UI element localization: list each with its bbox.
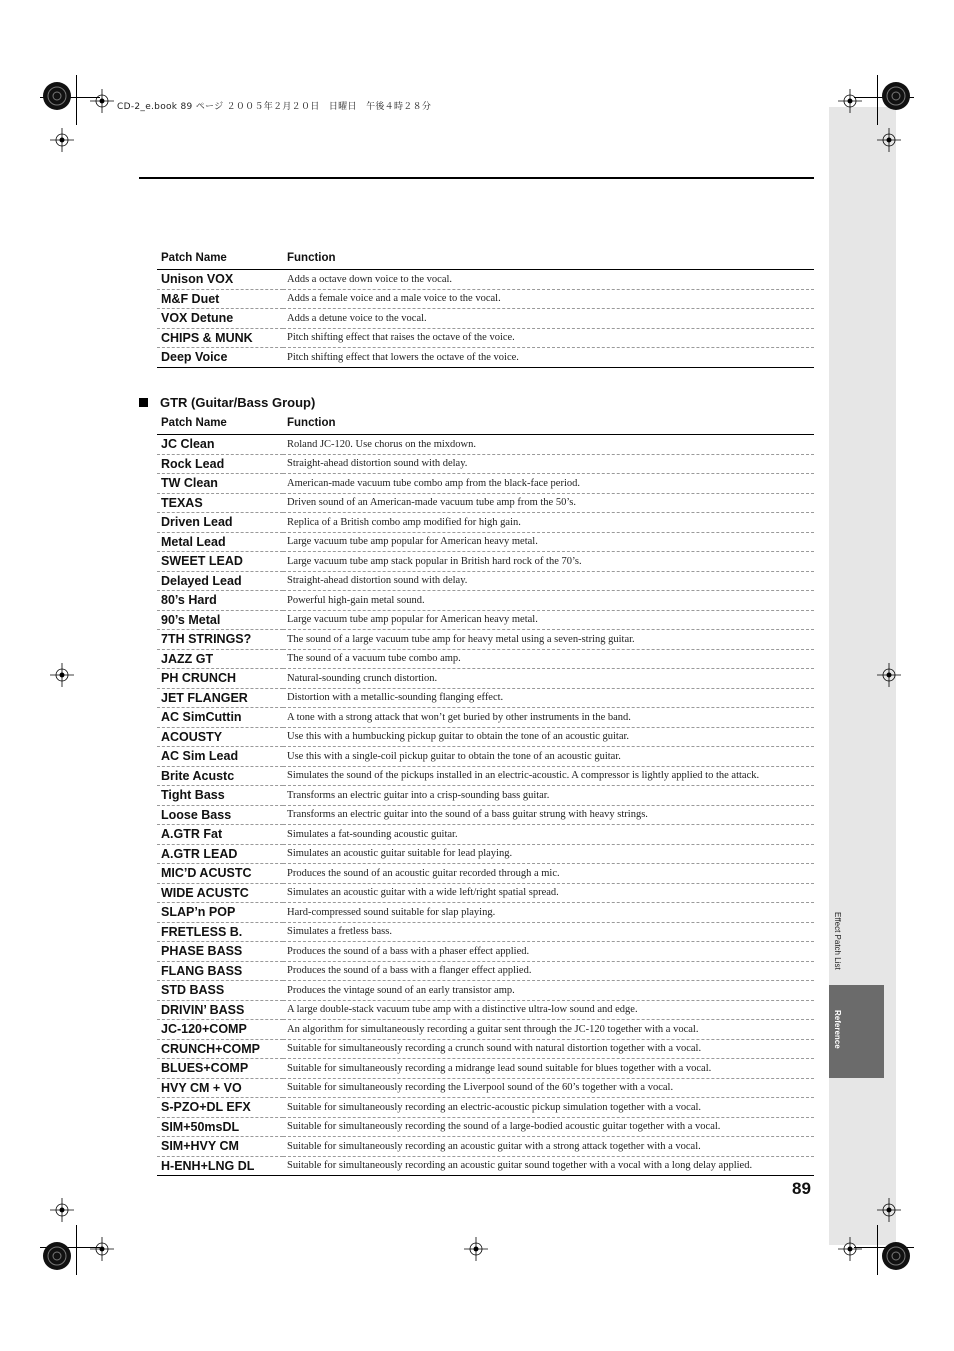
patch-name-cell: M&F Duet <box>157 289 283 309</box>
table-row <box>157 610 814 630</box>
table-row <box>157 649 814 669</box>
function-cell: Suitable for simultaneously recording the Liverpool sound of the 60’s together with a vocal. <box>283 1078 814 1098</box>
table-row <box>157 1117 814 1137</box>
table-row <box>157 1020 814 1040</box>
function-cell: Pitch shifting effect that lowers the octave of the voice. <box>283 348 814 368</box>
function-cell: Use this with a humbucking pickup guitar to obtain the tone of an acoustic guitar. <box>283 727 814 747</box>
crop-line <box>877 1225 878 1275</box>
crop-line <box>76 75 77 125</box>
table-row <box>157 474 814 494</box>
patch-name-cell: Tight Bass <box>157 786 283 806</box>
patch-name-cell: 80’s Hard <box>157 591 283 611</box>
patch-name-cell: TW Clean <box>157 474 283 494</box>
function-cell: Large vacuum tube amp popular for American heavy metal. <box>283 610 814 630</box>
registration-mark-icon <box>877 1198 901 1222</box>
function-cell: An algorithm for simultaneously recording a guitar sent through the JC-120 together with a vocal. <box>283 1020 814 1040</box>
function-cell: Adds a female voice and a male voice to the vocal. <box>283 289 814 309</box>
patch-name-cell: SIM+50msDL <box>157 1117 283 1137</box>
function-cell: Pitch shifting effect that raises the octave of the voice. <box>283 328 814 348</box>
registration-sun-icon <box>42 81 72 111</box>
table-row <box>157 552 814 572</box>
table-header-row <box>157 412 814 435</box>
patch-name-cell: Delayed Lead <box>157 571 283 591</box>
patch-name-cell: A.GTR Fat <box>157 825 283 845</box>
function-cell: Suitable for simultaneously recording an electric-acoustic pickup simulation together with a vocal. <box>283 1098 814 1118</box>
function-cell: Straight-ahead distortion sound with delay. <box>283 571 814 591</box>
patch-name-cell: FLANG BASS <box>157 961 283 981</box>
function-cell: American-made vacuum tube combo amp from the black-face period. <box>283 474 814 494</box>
patch-name-cell: AC SimCuttin <box>157 708 283 728</box>
function-cell: Use this with a single-coil pickup guitar to obtain the tone of an acoustic guitar. <box>283 747 814 767</box>
crop-line <box>76 1225 77 1275</box>
table-row <box>157 1000 814 1020</box>
function-cell: Transforms an electric guitar into the sound of a bass guitar strung with heavy strings. <box>283 805 814 825</box>
table-row <box>157 864 814 884</box>
column-header-patch-name: Patch Name <box>161 252 227 264</box>
table-row <box>157 493 814 513</box>
patch-name-cell: 7TH STRINGS? <box>157 630 283 650</box>
function-cell: Suitable for simultaneously recording an acoustic guitar with a strong attack together with a vocal. <box>283 1137 814 1157</box>
patch-name-cell: Loose Bass <box>157 805 283 825</box>
table-row <box>157 309 814 329</box>
registration-sun-icon <box>881 81 911 111</box>
patch-name-cell: CRUNCH+COMP <box>157 1039 283 1059</box>
table-row <box>157 1137 814 1157</box>
patch-name-cell: JC Clean <box>157 435 283 455</box>
patch-name-cell: PHASE BASS <box>157 942 283 962</box>
table-row <box>157 571 814 591</box>
function-cell: Powerful high-gain metal sound. <box>283 591 814 611</box>
patch-name-cell: Metal Lead <box>157 532 283 552</box>
column-header-patch-name: Patch Name <box>161 417 227 429</box>
function-cell: Produces the sound of an acoustic guitar recorded through a mic. <box>283 864 814 884</box>
function-cell: Simulates the sound of the pickups installed in an electric-acoustic. A compressor is lightly applied to the attack. <box>283 766 814 786</box>
patch-name-cell: MIC’D ACUSTC <box>157 864 283 884</box>
function-cell: Natural-sounding crunch distortion. <box>283 669 814 689</box>
table-row <box>157 289 814 309</box>
table-row <box>157 903 814 923</box>
patch-name-cell: Driven Lead <box>157 513 283 533</box>
patch-name-cell: AC Sim Lead <box>157 747 283 767</box>
function-cell: Suitable for simultaneously recording the sound of a large-bodied acoustic guitar together with a vocal. <box>283 1117 814 1137</box>
section-side-label: Effect Patch List <box>833 912 842 970</box>
function-cell: A tone with a strong attack that won’t get buried by other instruments in the band. <box>283 708 814 728</box>
table-row <box>157 532 814 552</box>
table-row <box>157 1078 814 1098</box>
patch-name-cell: WIDE ACUSTC <box>157 883 283 903</box>
function-cell: Large vacuum tube amp popular for American heavy metal. <box>283 532 814 552</box>
function-cell: Produces the sound of a bass with a flanger effect applied. <box>283 961 814 981</box>
patch-name-cell: FRETLESS B. <box>157 922 283 942</box>
table-row <box>157 1156 814 1176</box>
patch-name-cell: DRIVIN’ BASS <box>157 1000 283 1020</box>
registration-mark-icon <box>90 89 114 113</box>
function-cell: Large vacuum tube amp stack popular in British hard rock of the 70’s. <box>283 552 814 572</box>
table-row <box>157 1039 814 1059</box>
table-row <box>157 591 814 611</box>
table-row <box>157 435 814 455</box>
function-cell: Simulates an acoustic guitar with a wide left/right spatial spread. <box>283 883 814 903</box>
square-bullet-icon <box>139 398 148 407</box>
table-row <box>157 348 814 368</box>
section-title <box>139 395 315 410</box>
function-cell: Produces the sound of a bass with a phaser effect applied. <box>283 942 814 962</box>
table-row <box>157 328 814 348</box>
patch-name-cell: 90’s Metal <box>157 610 283 630</box>
vocal-table-body <box>157 270 814 368</box>
function-cell: The sound of a large vacuum tube amp for heavy metal using a seven-string guitar. <box>283 630 814 650</box>
function-cell: Transforms an electric guitar into a crisp-sounding bass guitar. <box>283 786 814 806</box>
patch-name-cell: VOX Detune <box>157 309 283 329</box>
registration-mark-icon <box>877 128 901 152</box>
function-cell: Simulates a fat-sounding acoustic guitar. <box>283 825 814 845</box>
table-header-row <box>157 247 814 270</box>
table-row <box>157 454 814 474</box>
patch-name-cell: PH CRUNCH <box>157 669 283 689</box>
table-row <box>157 1098 814 1118</box>
patch-name-cell: HVY CM + VO <box>157 1078 283 1098</box>
vocal-patch-table <box>157 247 814 368</box>
patch-name-cell: BLUES+COMP <box>157 1059 283 1079</box>
reference-tab-label: Reference <box>833 1010 842 1049</box>
patch-name-cell: SLAP’n POP <box>157 903 283 923</box>
gtr-patch-table <box>157 412 814 1176</box>
patch-name-cell: ACOUSTY <box>157 727 283 747</box>
registration-mark-icon <box>90 1237 114 1261</box>
patch-name-cell: Brite Acustc <box>157 766 283 786</box>
function-cell: Driven sound of an American-made vacuum tube amp from the 50’s. <box>283 493 814 513</box>
registration-mark-icon <box>838 89 862 113</box>
function-cell: Simulates an acoustic guitar suitable for lead playing. <box>283 844 814 864</box>
patch-name-cell: SIM+HVY CM <box>157 1137 283 1157</box>
registration-sun-icon <box>42 1241 72 1271</box>
patch-name-cell: CHIPS & MUNK <box>157 328 283 348</box>
registration-mark-icon <box>838 1237 862 1261</box>
function-cell: Suitable for simultaneously recording a midrange lead sound suitable for blues together with a vocal. <box>283 1059 814 1079</box>
table-row <box>157 727 814 747</box>
top-rule <box>139 177 814 179</box>
registration-mark-icon <box>50 663 74 687</box>
function-cell: Replica of a British combo amp modified for high gain. <box>283 513 814 533</box>
patch-name-cell: TEXAS <box>157 493 283 513</box>
function-cell: Straight-ahead distortion sound with delay. <box>283 454 814 474</box>
patch-name-cell: S-PZO+DL EFX <box>157 1098 283 1118</box>
page-number: 89 <box>792 1179 811 1198</box>
patch-name-cell: Rock Lead <box>157 454 283 474</box>
function-cell: Roland JC-120. Use chorus on the mixdown. <box>283 435 814 455</box>
function-cell: The sound of a vacuum tube combo amp. <box>283 649 814 669</box>
table-row <box>157 981 814 1001</box>
patch-name-cell: SWEET LEAD <box>157 552 283 572</box>
function-cell: Produces the vintage sound of an early transistor amp. <box>283 981 814 1001</box>
table-row <box>157 747 814 767</box>
table-row <box>157 844 814 864</box>
table-row <box>157 630 814 650</box>
function-cell: Adds a detune voice to the vocal. <box>283 309 814 329</box>
patch-name-cell: JC-120+COMP <box>157 1020 283 1040</box>
table-row <box>157 708 814 728</box>
registration-mark-icon <box>877 663 901 687</box>
crop-line <box>877 75 878 125</box>
function-cell: Distortion with a metallic-sounding flanging effect. <box>283 688 814 708</box>
table-row <box>157 1059 814 1079</box>
table-row <box>157 805 814 825</box>
registration-mark-icon <box>50 1198 74 1222</box>
patch-name-cell: A.GTR LEAD <box>157 844 283 864</box>
table-row <box>157 766 814 786</box>
patch-name-cell: STD BASS <box>157 981 283 1001</box>
column-header-function: Function <box>287 252 336 264</box>
table-row <box>157 922 814 942</box>
patch-name-cell: JET FLANGER <box>157 688 283 708</box>
table-row <box>157 513 814 533</box>
table-row <box>157 883 814 903</box>
table-row <box>157 961 814 981</box>
function-cell: Adds a octave down voice to the vocal. <box>283 270 814 290</box>
patch-name-cell: Unison VOX <box>157 270 283 290</box>
patch-name-cell: JAZZ GT <box>157 649 283 669</box>
table-row <box>157 270 814 290</box>
function-cell: A large double-stack vacuum tube amp with a distinctive ultra-low sound and edge. <box>283 1000 814 1020</box>
table-row <box>157 669 814 689</box>
function-cell: Simulates a fretless bass. <box>283 922 814 942</box>
table-row <box>157 825 814 845</box>
function-cell: Suitable for simultaneously recording an acoustic guitar sound together with a vocal with a long delay applied. <box>283 1156 814 1176</box>
patch-name-cell: H-ENH+LNG DL <box>157 1156 283 1176</box>
section-title-text: GTR (Guitar/Bass Group) <box>160 395 316 410</box>
file-info-header: CD-2_e.book 89 ページ ２００５年２月２０日 日曜日 午後４時２８分 <box>117 102 432 112</box>
function-cell: Hard-compressed sound suitable for slap playing. <box>283 903 814 923</box>
registration-sun-icon <box>881 1241 911 1271</box>
table-row <box>157 786 814 806</box>
patch-name-cell: Deep Voice <box>157 348 283 368</box>
column-header-function: Function <box>287 417 336 429</box>
registration-mark-icon <box>464 1237 488 1261</box>
function-cell: Suitable for simultaneously recording a crunch sound with natural distortion together with a vocal. <box>283 1039 814 1059</box>
table-row <box>157 942 814 962</box>
registration-mark-icon <box>50 128 74 152</box>
table-row <box>157 688 814 708</box>
gtr-table-body <box>157 435 814 1176</box>
